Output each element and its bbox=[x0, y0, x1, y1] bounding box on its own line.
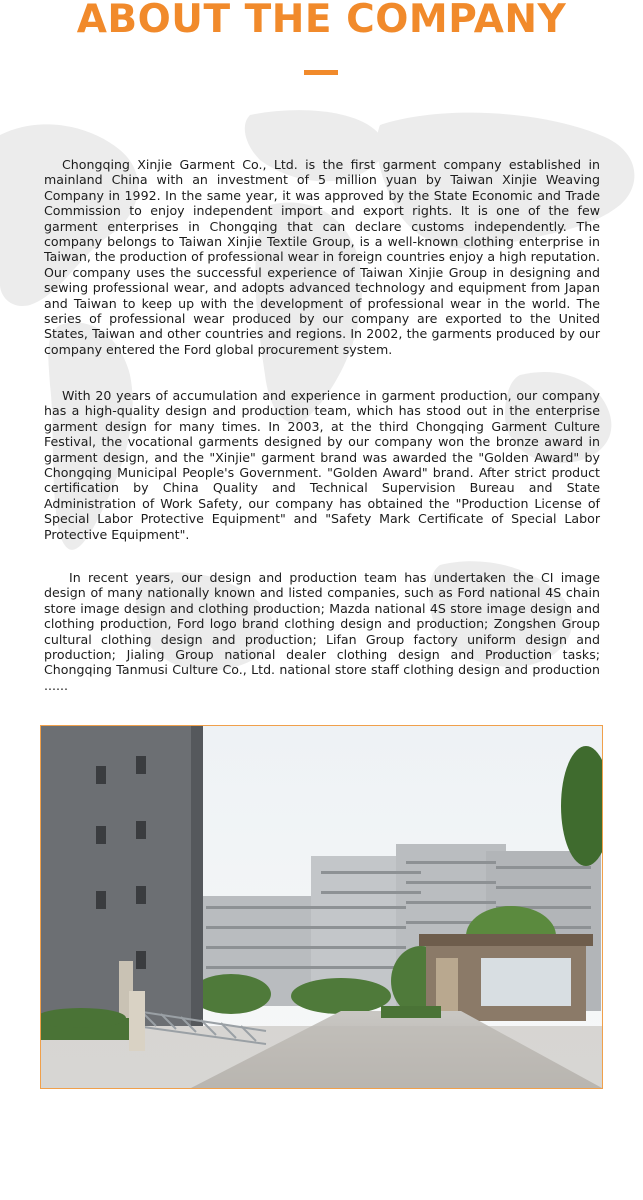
paragraph-company-history: Chongqing Xinjie Garment Co., Ltd. is the first garment company established in mainland China with an investment of 5 million yuan by Taiwan Xinjie Weaving Company in 1992. In the same year, it was approved by the State Economic and Trade Commission to enjoy independent import and export rights. It is one of the few garment enterprises in Chongqing that can declare customs independently. The company belongs to Taiwan Xinjie Textile Group, is a well-known clothing enterprise in Taiwan, the production of professional wear in foreign countries enjoy a high reputation. Our company uses the successful experience of Taiwan Xinjie Group in designing and sewing professional wear, and adopts advanced technology and equipment from Japan and Taiwan to keep up with the development of professional wear in the world. The series of professional wear produced by our company are exported to the United States, Taiwan and other countries and regions. In 2002, the garments produced by our company entered the Ford global procurement system. bbox=[44, 157, 600, 357]
title-underline bbox=[304, 70, 338, 75]
page-title: ABOUT THE COMPANY bbox=[76, 0, 567, 42]
guard-house bbox=[419, 934, 593, 1021]
paragraph-design-awards: With 20 years of accumulation and experience in garment production, our company has a high-quality design and production team, which has stood out in the enterprise garment design for many times. In 2003, at the third Chongqing Garment Culture Festival, the vocational garments designed by our company won the bronze award in garment design, and the "Xinjie" garment brand was awarded the "Golden Award" by Chongqing Municipal People's Government. "Golden Award" brand. After strict product certification by China Quality and Technical Supervision Bureau and State Administration of Work Safety, our company has obtained the "Production License of Special Labor Protective Equipment" and "Safety Mark Certificate of Special Labor Protective Equipment". bbox=[44, 388, 600, 542]
paragraph-recent-projects: In recent years, our design and production team has undertaken the CI image design of many nationally known and listed companies, such as Ford national 4S chain store image design and clothing production; Mazda national 4S store image design and clothing production, Ford logo brand clothing design and production; Zongshen Group cultural clothing design and production; Lifan Group factory uniform design and production; Jialing Group national dealer clothing design and Production tasks; Chongqing Tanmusi Culture Co., Ltd. national store staff clothing design and production ...... bbox=[44, 570, 600, 693]
office-building bbox=[41, 726, 203, 1026]
factory-photo-illustration bbox=[41, 726, 602, 1088]
factory-photo bbox=[40, 725, 603, 1089]
